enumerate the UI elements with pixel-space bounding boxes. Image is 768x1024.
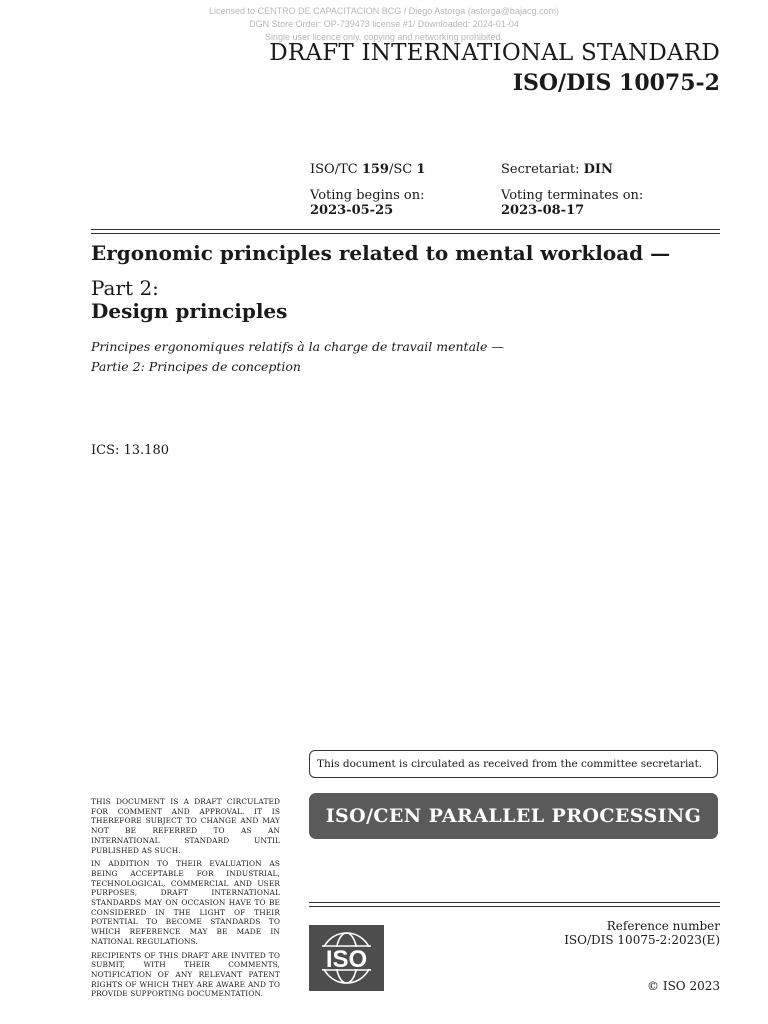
reference-number-label: Reference number (606, 919, 720, 933)
french-title-line-2: Partie 2: Principes de conception (91, 359, 301, 374)
disclaimer-paragraph-2: IN ADDITION TO THEIR EVALUATION AS BEING ACCEPTABLE FOR INDUSTRIAL, TECHNOLOGICAL, COMMERCIAL AND USER PURPOSES, DRAFT INTERNATIONAL STANDARDS MAY ON OCCASION HAVE TO BE CONSIDERED IN THE LIGHT OF THEIR POTENTIAL TO BECOME STANDARDS TO WHICH REFERENCE MAY BE MADE IN NATIONAL REGULATIONS. (91, 859, 280, 946)
circulation-note-text: This document is circulated as received from the committee secretariat. (317, 758, 703, 770)
copyright-notice: © ISO 2023 (647, 979, 720, 993)
document-number: ISO/DIS 10075-2 (512, 70, 720, 96)
license-watermark-line-1: Licensed to CENTRO DE CAPACITACION BCG / Diego Astorga (astorga@bajacg.com) (209, 6, 559, 16)
license-watermark-line-2: DGN Store Order: OP-739473 license #1/ Downloaded: 2024-01-04 (249, 19, 519, 29)
document-type-title: DRAFT INTERNATIONAL STANDARD (269, 40, 720, 66)
secretariat-value: DIN (583, 162, 613, 177)
secretariat: Secretariat: DIN (501, 162, 613, 177)
disclaimer-paragraph-1: THIS DOCUMENT IS A DRAFT CIRCULATED FOR COMMENT AND APPROVAL. IT IS THEREFORE SUBJECT TO CHANGE AND MAY NOT BE REFERRED TO AS AN INTERNATIONAL STANDARD UNTIL PUBLISHED AS SUCH. (91, 797, 280, 855)
part-label: Part 2: (91, 276, 159, 300)
ics-code: ICS: 13.180 (91, 443, 169, 458)
voting-terminates-date: 2023-08-17 (501, 203, 585, 218)
reference-number-value: ISO/DIS 10075-2:2023(E) (564, 933, 720, 947)
iso-logo-text: ISO (325, 946, 368, 973)
voting-terminates-label: Voting terminates on: (501, 188, 644, 203)
french-title-line-1: Principes ergonomiques relatifs à la charge de travail mentale — (91, 339, 504, 354)
committee-tc: 159 (361, 162, 389, 177)
license-watermark-line-3: Single user licence only, copying and networking prohibited. (265, 32, 503, 42)
parallel-processing-banner: ISO/CEN PARALLEL PROCESSING (309, 793, 718, 839)
footer-rule-top (309, 902, 720, 903)
disclaimer-paragraph-3: RECIPIENTS OF THIS DRAFT ARE INVITED TO SUBMIT, WITH THEIR COMMENTS, NOTIFICATION OF ANY RELEVANT PATENT RIGHTS OF WHICH THEY ARE AWARE AND TO PROVIDE SUPPORTING DOCUMENTATION. (91, 950, 280, 999)
circulation-note-box (309, 750, 718, 778)
document-main-title: Ergonomic principles related to mental workload — (91, 241, 671, 265)
iso-logo-graphic (309, 925, 384, 991)
committee-sc: 1 (416, 162, 426, 177)
voting-begins-label: Voting begins on: (310, 188, 425, 203)
header-rule-top (91, 229, 720, 230)
footer-rule-bottom (309, 906, 720, 907)
iso-globe-logo-icon (309, 925, 384, 991)
header-rule-bottom (91, 233, 720, 234)
part-title: Design principles (91, 299, 288, 323)
voting-begins-date: 2023-05-25 (310, 203, 394, 218)
committee-reference: ISO/TC 159/SC 1 (310, 162, 426, 177)
draft-disclaimer (91, 797, 280, 1003)
